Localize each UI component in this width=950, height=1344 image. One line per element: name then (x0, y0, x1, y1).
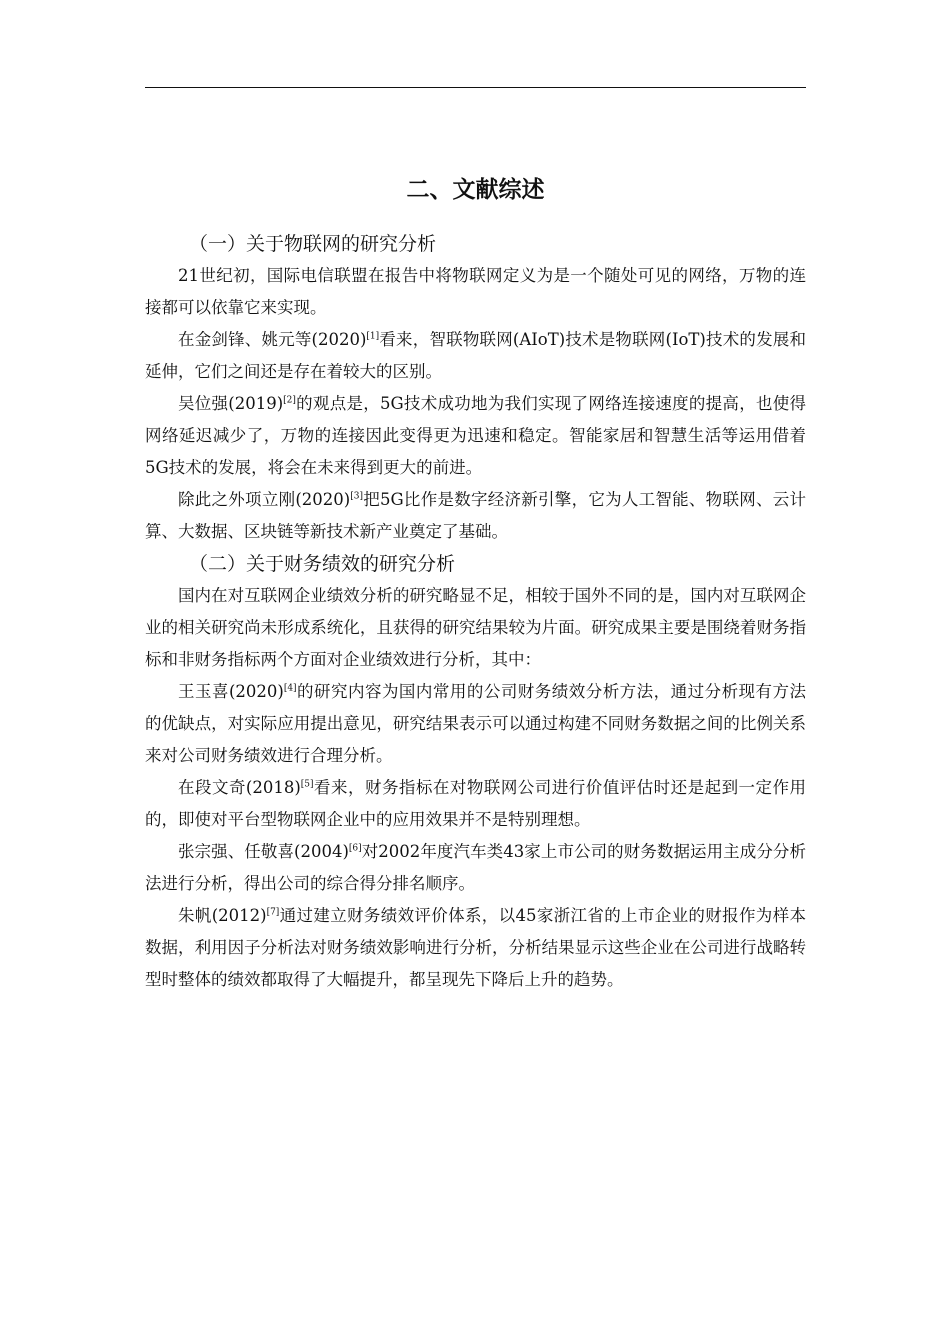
chapter-title: 二、文献综述 (406, 177, 545, 203)
paragraph (145, 580, 806, 676)
paragraph-text: 王玉喜(2020) (178, 682, 284, 701)
paragraph (145, 324, 806, 388)
paragraph-text: 吴位强(2019) (178, 394, 284, 413)
section-financial-performance (145, 548, 806, 996)
paragraph (145, 260, 806, 324)
paragraph-text: 看来，智联物联网(AIoT)技术是物联网(IoT)技术的发展和延伸，它们之间还是存在着较大的区别。 (145, 330, 806, 381)
section-heading: （一）关于物联网的研究分析 (189, 233, 437, 255)
citation-marker: [5] (300, 779, 314, 790)
paragraph-text: 朱帆(2012) (178, 906, 267, 925)
citation-marker: [3] (350, 491, 363, 502)
paragraph-text: 通过建立财务绩效评价体系，以45家浙江省的上市企业的财报作为样本数据，利用因子分析法对财务绩效影响进行分析，分析结果显示这些企业在公司进行战略转型时整体的绩效都取得了大幅提升，都呈现先下降后上升的趋势。 (145, 906, 806, 989)
citation-marker: [1] (366, 331, 380, 342)
paragraph-text: 把5G比作是数字经济新引擎，它为人工智能、物联网、云计算、大数据、区块链等新技术新产业奠定了基础。 (145, 490, 806, 541)
section-iot (145, 228, 806, 548)
paragraph-text: 对2002年度汽车类43家上市公司的财务数据运用主成分分析法进行分析，得出公司的综合得分排名顺序。 (145, 842, 806, 893)
citation-marker: [2] (283, 395, 296, 406)
paragraph (145, 484, 806, 548)
paragraph-text: 看来，财务指标在对物联网公司进行价值评估时还是起到一定作用的，即使对平台型物联网企业中的应用效果并不是特别理想。 (145, 778, 806, 829)
paragraph-text: 除此之外项立刚(2020) (178, 490, 351, 509)
section-heading: （二）关于财务绩效的研究分析 (189, 553, 456, 575)
citation-marker: [6] (348, 843, 362, 854)
paragraph (145, 388, 806, 484)
paragraph-text: 国内在对互联网企业绩效分析的研究略显不足，相较于国外不同的是，国内对互联网企业的相关研究尚未形成系统化，且获得的研究结果较为片面。研究成果主要是围绕着财务指标和非财务指标两个方面对企业绩效进行分析，其中： (145, 586, 806, 669)
paragraph-text: 21世纪初，国际电信联盟在报告中将物联网定义为是一个随处可见的网络，万物的连接都可以依靠它来实现。 (145, 266, 806, 317)
paragraph (145, 676, 806, 772)
document-body (145, 170, 806, 996)
header-rule (145, 87, 806, 88)
paragraph-text: 的观点是，5G技术成功地为我们实现了网络连接速度的提高，也使得网络延迟减少了，万物的连接因此变得更为迅速和稳定。智能家居和智慧生活等运用借着5G技术的发展，将会在未来得到更大的前进。 (145, 394, 806, 477)
paragraph-text: 在段文奇(2018) (178, 778, 301, 797)
citation-marker: [7] (266, 907, 280, 918)
paragraph-text: 的研究内容为国内常用的公司财务绩效分析方法，通过分析现有方法的优缺点，对实际应用提出意见，研究结果表示可以通过构建不同财务数据之间的比例关系来对公司财务绩效进行合理分析。 (145, 682, 806, 765)
paragraph (145, 836, 806, 900)
paragraph (145, 772, 806, 836)
paragraph (145, 900, 806, 996)
paragraph-text: 在金剑锋、姚元等(2020) (178, 330, 367, 349)
citation-marker: [4] (283, 683, 297, 694)
paragraph-text: 张宗强、任敬喜(2004) (178, 842, 349, 861)
